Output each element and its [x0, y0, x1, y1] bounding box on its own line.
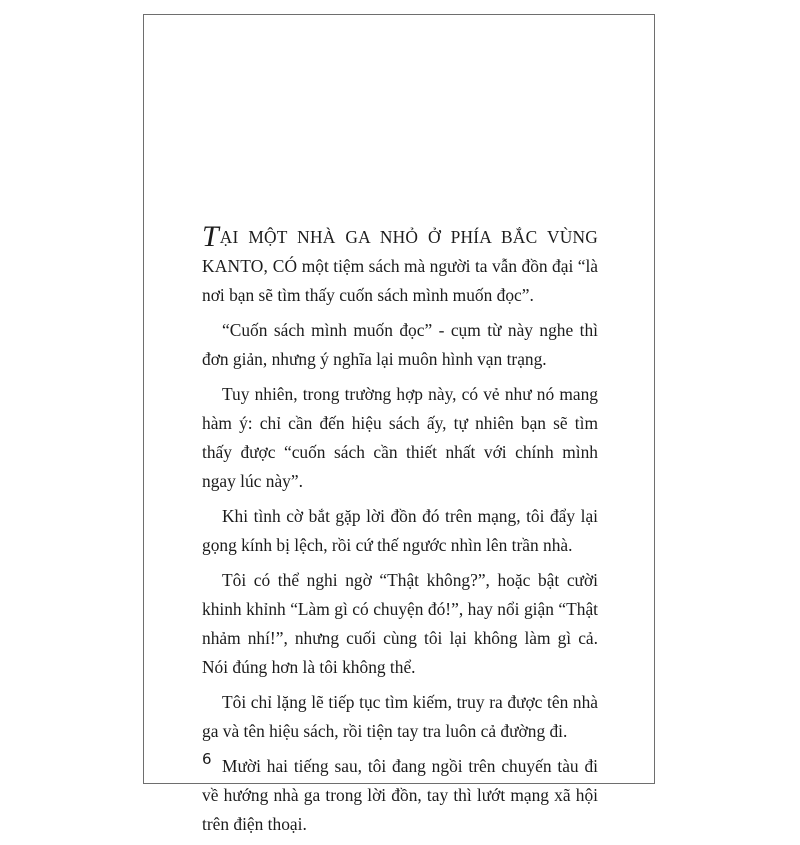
opening-caps: ẠI MỘT NHÀ GA NHỎ Ở PHÍA BẮC VÙNG KANTO, CÓ	[202, 227, 598, 276]
paragraph-7: Mười hai tiếng sau, tôi đang ngồi trên chuyến tàu đi về hướng nhà ga trong lời đồn, tay thì lướt mạng xã hội trên điện thoại.	[202, 756, 598, 834]
paragraph-6: Tôi chỉ lặng lẽ tiếp tục tìm kiếm, truy ra được tên nhà ga và tên hiệu sách, rồi tiện tay tra luôn cả đường đi.	[202, 692, 598, 741]
paragraph-2: “Cuốn sách mình muốn đọc” - cụm từ này nghe thì đơn giản, nhưng ý nghĩa lại muôn hình vạn trạng.	[202, 320, 598, 369]
paragraph-3: Tuy nhiên, trong trường hợp này, có vẻ như nó mang hàm ý: chỉ cần đến hiệu sách ấy, tự nhiên bạn sẽ tìm thấy được “cuốn sách cần thiết nhất với chính mình ngay lúc này”.	[202, 384, 598, 491]
drop-cap: T	[202, 220, 219, 253]
page-number: 6	[202, 750, 212, 768]
paragraph-1-rest: một tiệm sách mà người ta vẫn đồn đại “là nơi bạn sẽ tìm thấy cuốn sách mình muốn đọc”.	[202, 256, 598, 305]
paragraph-1	[202, 220, 598, 310]
paragraph-5: Tôi có thể nghi ngờ “Thật không?”, hoặc bật cười khinh khỉnh “Làm gì có chuyện đó!”, hay nổi giận “Thật nhảm nhí!”, nhưng cuối cùng tôi lại không làm gì cả. Nói đúng hơn là tôi không thể.	[202, 570, 598, 677]
paragraph-4: Khi tình cờ bắt gặp lời đồn đó trên mạng, tôi đẩy lại gọng kính bị lệch, rồi cứ thế ngước nhìn lên trần nhà.	[202, 506, 598, 555]
body-text	[202, 220, 598, 845]
book-page	[143, 14, 655, 834]
